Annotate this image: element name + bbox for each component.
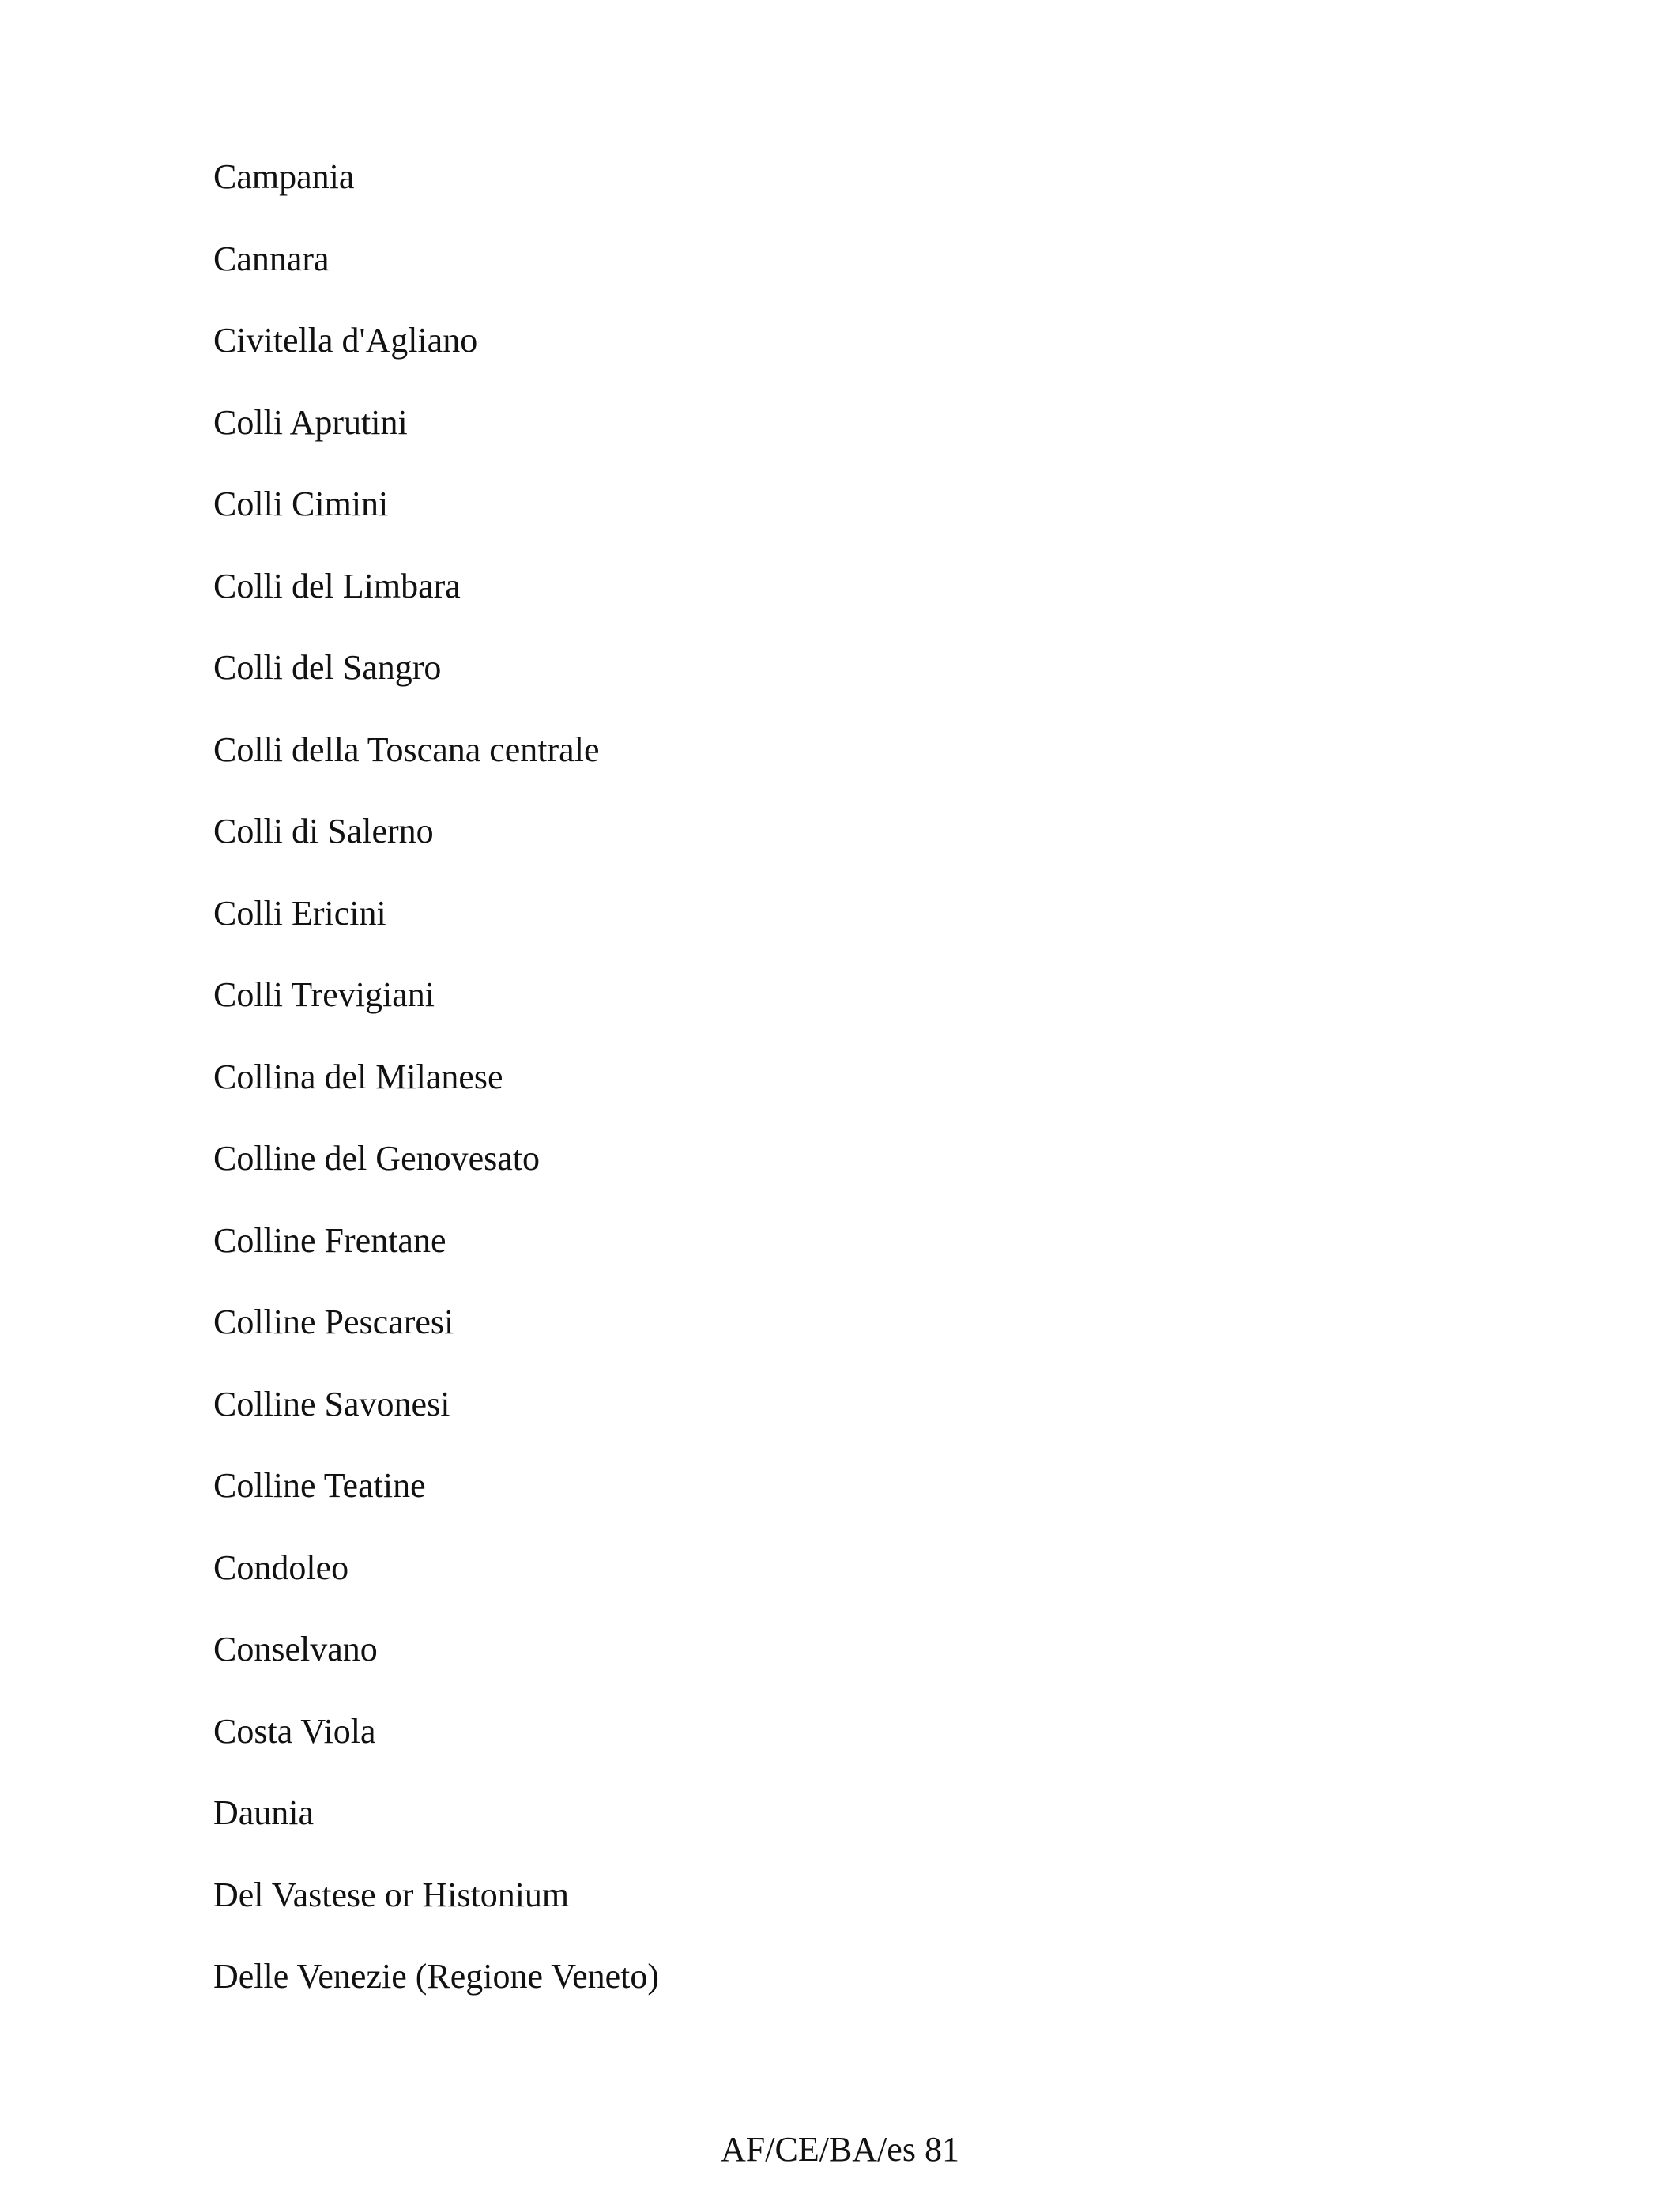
list-item: Del Vastese or Histonium — [213, 1875, 570, 1914]
list-item: Colli Ericini — [213, 893, 386, 933]
list-item: Condoleo — [213, 1547, 349, 1587]
list-item: Colline del Genovesato — [213, 1139, 541, 1178]
list-item: Colli del Limbara — [213, 566, 461, 605]
list-item: Colline Pescaresi — [213, 1302, 454, 1341]
list-item: Daunia — [213, 1793, 315, 1832]
list-item: Colline Frentane — [213, 1220, 446, 1260]
list-item: Delle Venezie (Regione Veneto) — [213, 1957, 660, 1996]
page-footer: AF/CE/BA/es 81 — [721, 2130, 959, 2169]
list-item: Collina del Milanese — [213, 1057, 503, 1096]
entry-list — [213, 153, 659, 2035]
list-item: Colli Aprutini — [213, 402, 408, 442]
list-item: Cannara — [213, 239, 330, 278]
list-item: Colline Teatine — [213, 1466, 426, 1505]
list-item: Costa Viola — [213, 1711, 376, 1751]
list-item: Colli della Toscana centrale — [213, 729, 600, 769]
list-item: Colline Savonesi — [213, 1384, 450, 1423]
list-item: Colli del Sangro — [213, 648, 442, 687]
list-item: Colli Cimini — [213, 484, 389, 523]
list-item: Civitella d'Agliano — [213, 321, 478, 360]
list-item: Colli di Salerno — [213, 812, 434, 850]
list-item: Colli Trevigiani — [213, 975, 435, 1014]
list-item: Campania — [213, 157, 355, 196]
list-item: Conselvano — [213, 1630, 378, 1668]
